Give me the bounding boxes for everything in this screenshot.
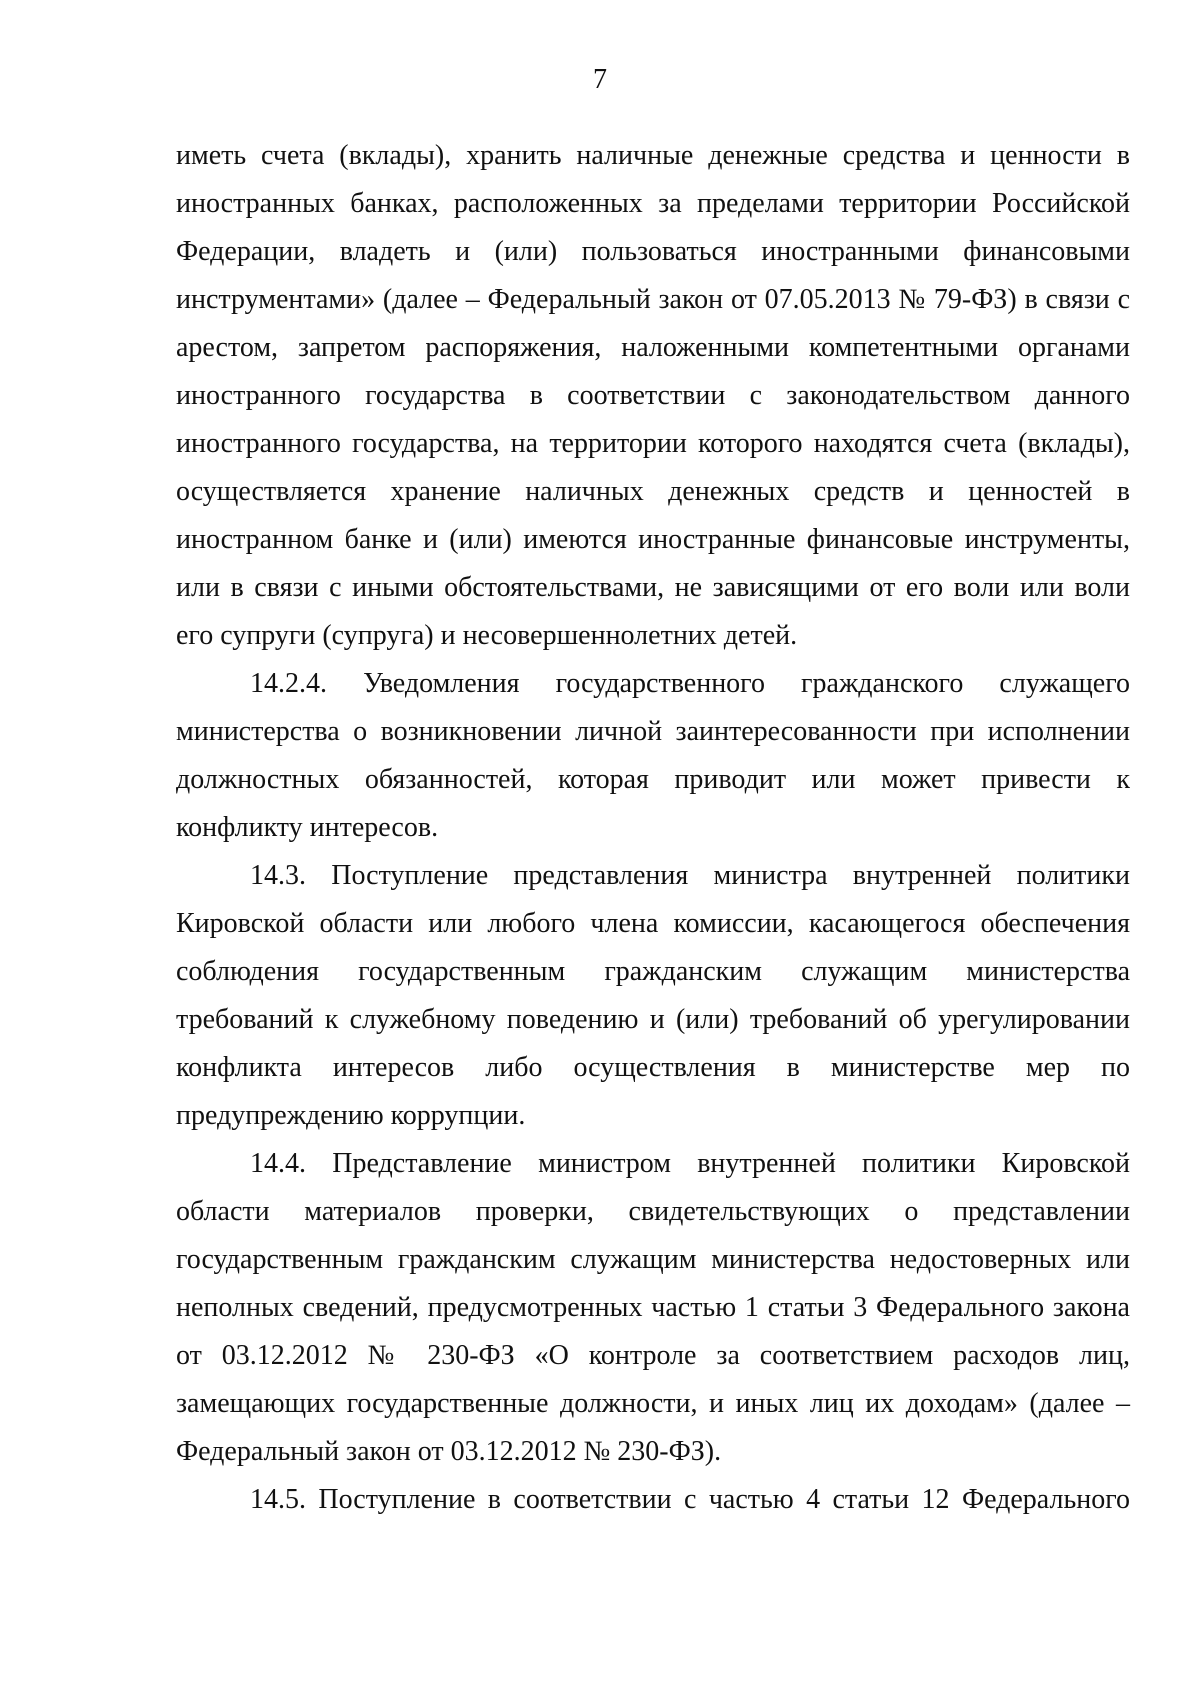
page-number: 7 — [593, 64, 607, 95]
paragraph-14-2-4: 14.2.4. Уведомления государственного гражданского служащего министерства о возникновении личной заинтересованности при исполнении должностных обязанностей, которая приводит или может привести к конфликту интересов. — [176, 668, 1130, 843]
paragraph-14-3: 14.3. Поступление представления министра внутренней политики Кировской области или любого члена комиссии, касающегося обеспечения соблюдения государственным гражданским служащим министерства требований к служебному поведению и (или) требований об урегулировании конфликта интересов либо осуществления в министерстве мер по предупреждению коррупции. — [176, 860, 1130, 1131]
document-body — [176, 132, 1130, 1524]
paragraph-14-4: 14.4. Представление министром внутренней политики Кировской области материалов проверки, свидетельствующих о представлении государственным гражданским служащим министерства недостоверных или неполных сведений, предусмотренных частью 1 статьи 3 Федерального закона от 03.12.2012 № 230-ФЗ «О контроле за соответствием расходов лиц, замещающих государственные должности, и иных лиц их доходам» (далее – Федеральный закон от 03.12.2012 № 230-ФЗ). — [176, 1148, 1130, 1467]
paragraph-14-5: 14.5. Поступление в соответствии с частью 4 статьи 12 Федерального — [250, 1484, 1130, 1515]
paragraph-continuation: иметь счета (вклады), хранить наличные денежные средства и ценности в иностранных банках, расположенных за пределами территории Российской Федерации, владеть и (или) пользоваться иностранными финансовыми инструментами» (далее – Федеральный закон от 07.05.2013 № 79-ФЗ) в связи с арестом, запретом распоряжения, наложенными компетентными органами иностранного государства в соответствии с законодательством данного иностранного государства, на территории которого находятся счета (вклады), осуществляется хранение наличных денежных средств и ценностей в иностранном банке и (или) имеются иностранные финансовые инструменты, или в связи с иными обстоятельствами, не зависящими от его воли или воли его супруги (супруга) и несовершеннолетних детей. — [176, 140, 1130, 651]
